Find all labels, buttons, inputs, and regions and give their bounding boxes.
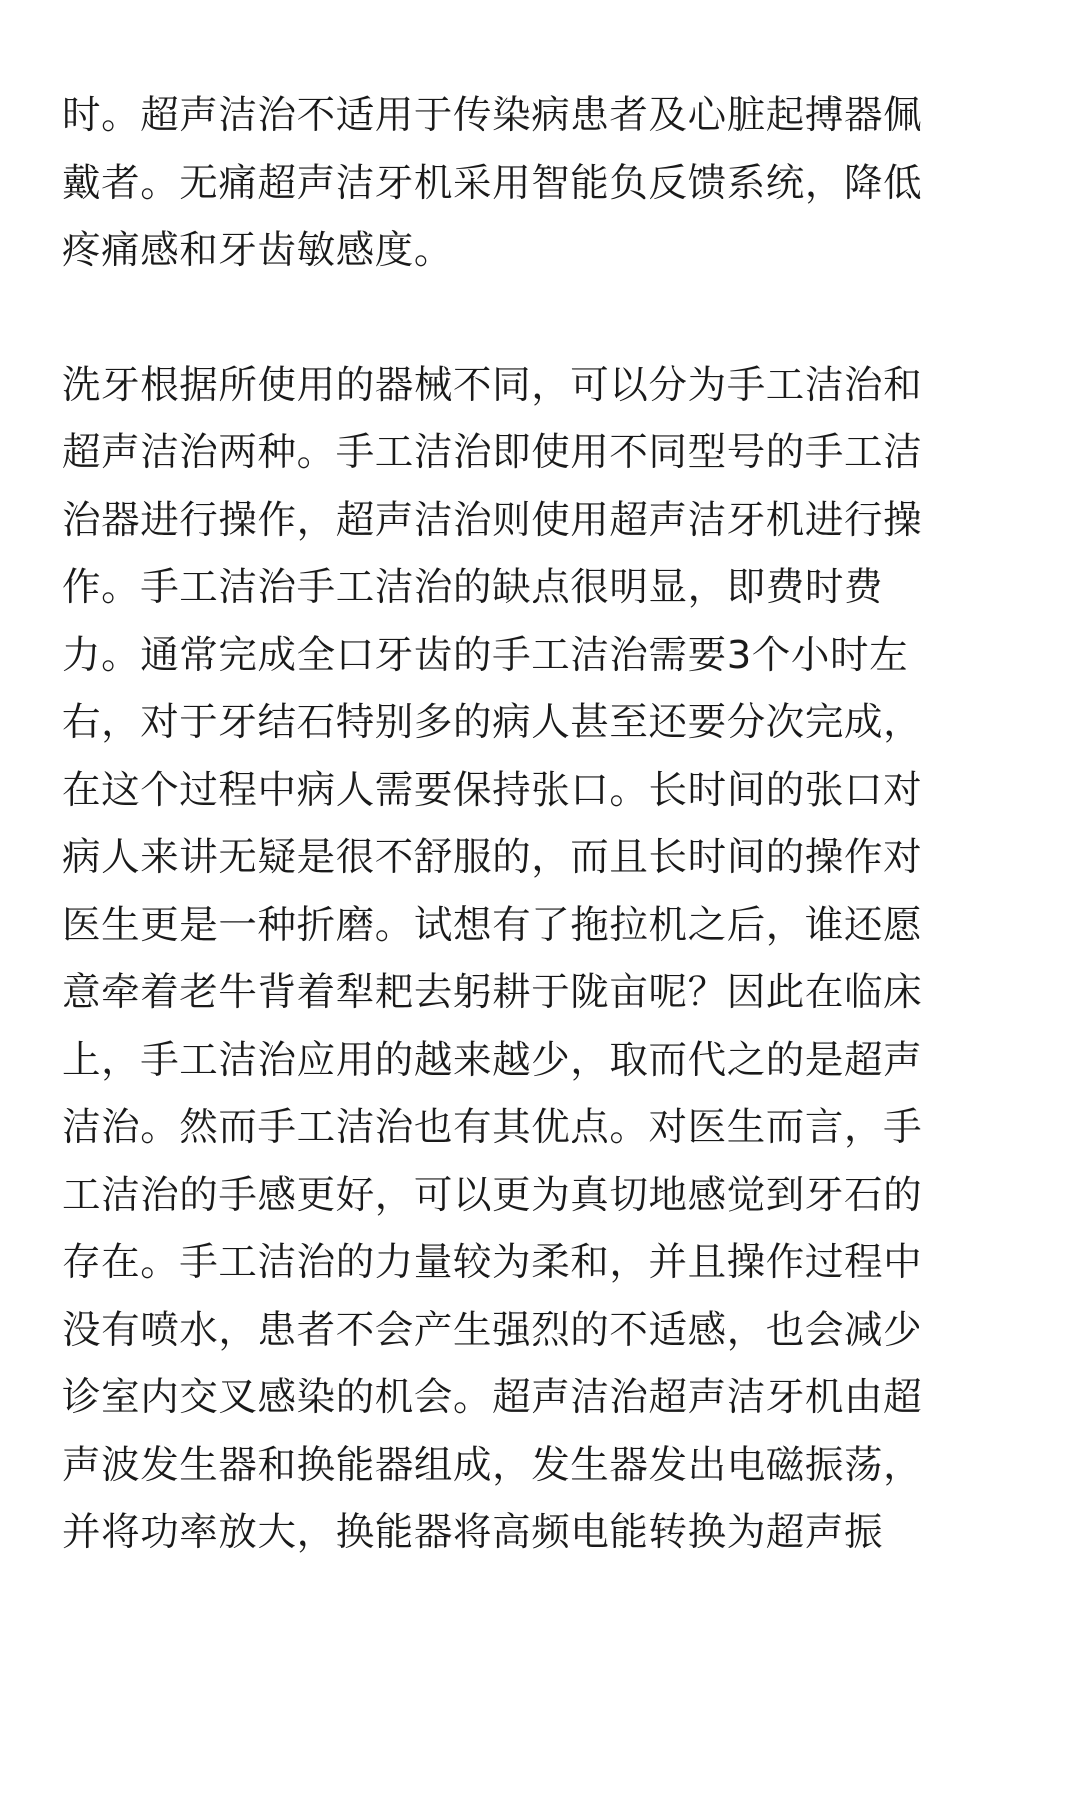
paragraph-scaling-methods: 洗牙根据所使用的器械不同，可以分为手工洁治和 超声洁治两种。手工洁治即使用不同型号的手工洁 治器进行操作，超声洁治则使用超声洁牙机进行操 作。手工洁治手工洁治的缺点很明显，即费时费 力。通常完成全口牙齿的手工洁治需要3个小时左 右，对于牙结石特别多的病人甚至还要分次完成， 在这个过程中病人需要保持张口。长时间的张口对 病人来讲无疑是很不舒服的，而且长时间的操作对 医生更是一种折磨。试想有了拖拉机之后，谁还愿 意牵着老牛背着犁耙去躬耕于陇亩呢？因此在临床 上，手工洁治应用的越来越少，取而代之的是超声 洁治。然而手工洁治也有其优点。对医生而言，手 工洁治的手感更好，可以更为真切地感觉到牙石的 存在。手工洁治的力量较为柔和，并且操作过程中 没有喷水，患者不会产生强烈的不适感，也会减少 诊室内交叉感染的机会。超声洁治超声洁牙机由超 声波发生器和换能器组成，发生器发出电磁振荡， 并将功率放大，换能器将高频电能转换为超声振 xyxy=(62,362,923,1555)
paragraph-ultrasonic-contraindications: 时。超声洁治不适用于传染病患者及心脏起搏器佩 戴者。无痛超声洁牙机采用智能负反馈系统，降低 疼痛感和牙齿敏感度。 xyxy=(62,93,923,273)
article-body xyxy=(62,82,1022,1567)
